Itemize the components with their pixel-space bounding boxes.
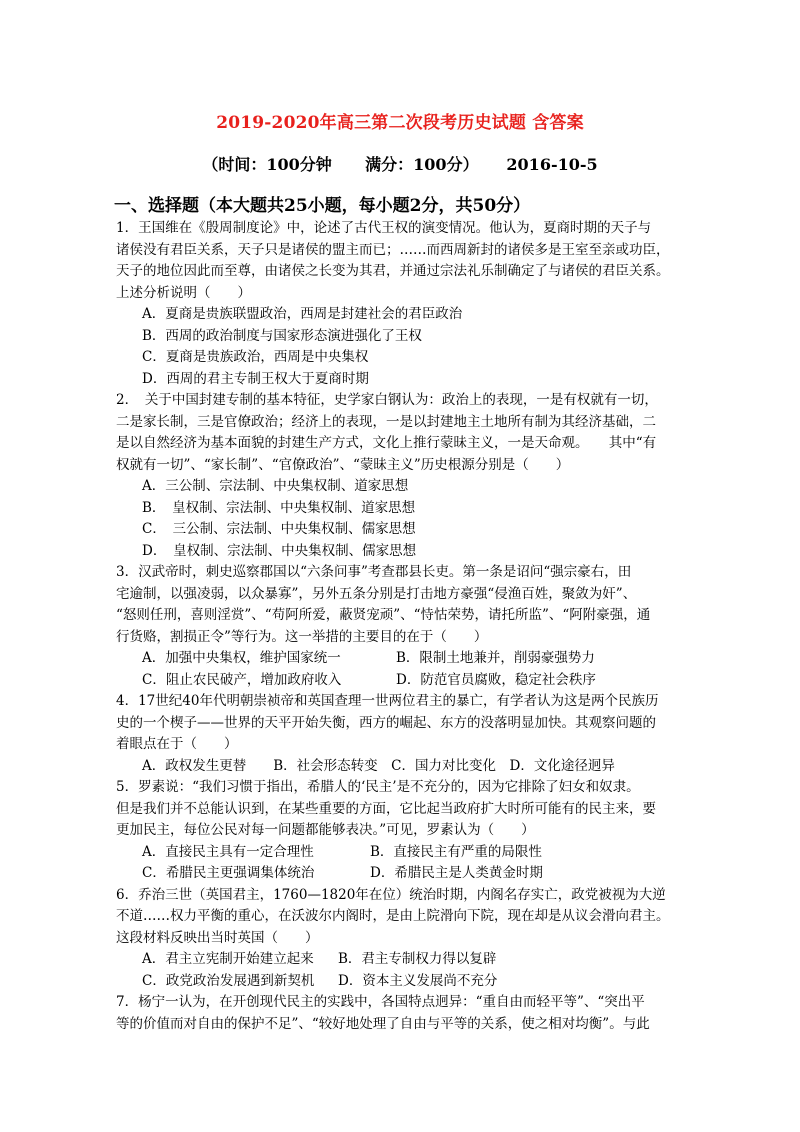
answer-option-a: A．直接民主具有一定合理性 (142, 843, 314, 860)
question-line: 行货赂，割损正令”等行为。这一举措的主要目的在于（ ） (116, 628, 488, 645)
answer-option-b: B．君主专制权力得以复辟 (338, 951, 497, 967)
answer-option-c: C．政党政治发展遇到新契机 (142, 972, 315, 989)
question-line: 7．杨宁一认为，在开创现代民主的实践中，各国特点迥异：“重自由而轻平等”、“突出平 (116, 994, 645, 1010)
answer-option-b: B．限制土地兼并，削弱豪强势力 (396, 650, 595, 666)
answer-option-row (116, 670, 692, 692)
answer-option-row (116, 842, 692, 864)
question-line: 着眼点在于（ ） (116, 736, 238, 752)
answer-option-d: D． 皇权制、宗法制、中央集权制、儒家思想 (142, 542, 417, 559)
answer-option-d: D．希腊民主是人类黄金时期 (370, 865, 543, 881)
question-5 (116, 777, 692, 885)
answer-option-d: D．西周的君主专制王权大于夏商时期 (142, 370, 369, 387)
answer-option-d: D．防范官员腐败，稳定社会秩序 (396, 671, 596, 688)
question-line: 2． 关于中国封建专制的基本特征，史学家白钢认为：政治上的表现，一是有权就有一切， (116, 392, 658, 408)
exam-subtitle: （时间：100分钟 满分：100分） 2016-10-5 (202, 155, 598, 174)
answer-option-d: D．资本主义发展尚不充分 (338, 972, 498, 989)
answer-options-inline: A．政权发生更替 B．社会形态转变 C．国力对比变化 D．文化途径迥异 (142, 757, 615, 774)
answer-option-a: A．加强中央集权，维护国家统一 (142, 650, 341, 666)
answer-option-b: B． 皇权制、宗法制、中央集权制、道家思想 (142, 499, 416, 516)
question-line: 是以自然经济为基本面貌的封建生产方式，文化上推行蒙昧主义，一是天命观。 其中“有 (116, 435, 657, 451)
exam-title: 2019-2020年高三第二次段考历史试题 含答案 (216, 113, 584, 133)
question-6 (116, 885, 692, 993)
question-line: 6．乔治三世（英国君主，1760—1820年在位）统治时期，内阁名存实亡，政党被视为大逆 (116, 886, 666, 903)
answer-option-row (116, 949, 692, 971)
questions-content (116, 218, 692, 1035)
answer-option-row (116, 648, 692, 670)
question-line: 更加民主，每位公民对每一问题都能够表决。”可见，罗素认为（ ） (116, 822, 535, 838)
question-7 (116, 992, 692, 1035)
question-line: 3．汉武帝时，刺史巡察郡国以“六条问事”考查郡县长吏。第一条是诏问“强宗豪右，田 (116, 564, 632, 580)
question-line: 权就有一切”、“家长制”、“官僚政治”、“蒙昧主义”历史根源分别是（ ） (116, 456, 570, 473)
question-line: 等的价值而对自由的保护不足”、“较好地处理了自由与平等的关系，使之相对均衡”。与此 (116, 1015, 650, 1032)
question-line: 不道……权力平衡的重心，在沃波尔内阁时，是由上院滑向下院，现在却是从议会滑向君主。 (116, 908, 670, 924)
question-line: 1．王国维在《殷周制度论》中，论述了古代王权的演变情况。他认为，夏商时期的天子与 (116, 220, 652, 236)
question-2 (116, 390, 692, 562)
answer-option-c: C．阻止农民破产，增加政府收入 (142, 671, 342, 688)
question-1 (116, 218, 692, 390)
answer-option-row (116, 863, 692, 885)
question-line: 5．罗素说：“我们习惯于指出，希腊人的‘民主’是不充分的，因为它排除了妇女和奴隶。 (116, 779, 640, 795)
answer-option-c: C．希腊民主更强调集体统治 (142, 865, 315, 881)
question-3 (116, 562, 692, 691)
question-line: 但是我们并不总能认识到，在某些重要的方面，它比起当政府扩大时所可能有的民主来，要 (116, 800, 656, 817)
section-heading: 一、选择题（本大题共25小题，每小题2分，共50分） (114, 196, 531, 216)
question-line: 宅逾制，以强凌弱，以众暴寡”，另外五条分别是打击地方豪强“侵渔百姓，聚敛为奸”、 (116, 585, 637, 602)
question-line: 诸侯没有君臣关系，天子只是诸侯的盟主而已；……而西周新封的诸侯多是王室至亲或功臣， (116, 241, 670, 258)
answer-option-a: A．君主立宪制开始建立起来 (142, 951, 314, 967)
question-line: “怒则任刑，喜则淫赏”、“苟阿所爱，蔽贤宠顽”、“恃怙荣势，请托所监”、“阿附豪强，通 (116, 607, 651, 623)
answer-option-c: C．夏商是贵族政治，西周是中央集权 (142, 349, 369, 365)
question-line: 4．17世纪40年代明朝崇祯帝和英国查理一世两位君主的暴亡，有学者认为这是两个民族历 (116, 693, 659, 709)
question-line: 上述分析说明（ ） (116, 284, 251, 301)
question-line: 天子的地位因此而至尊，由诸侯之长变为其君，并通过宗法礼乐制确定了与诸侯的君臣关系。 (116, 263, 670, 279)
answer-option-a: A．三公制、宗法制、中央集权制、道家思想 (142, 478, 409, 494)
answer-option-b: B．直接民主有严重的局限性 (370, 843, 542, 860)
question-4 (116, 691, 692, 777)
answer-option-b: B．西周的政治制度与国家形态演进强化了王权 (142, 327, 422, 344)
answer-option-a: A．夏商是贵族联盟政治，西周是封建社会的君臣政治 (142, 306, 463, 322)
question-line: 史的一个楔子——世界的天平开始失衡，西方的崛起、东方的没落明显加快。其观察问题的 (116, 714, 656, 731)
answer-option-c: C． 三公制、宗法制、中央集权制、儒家思想 (142, 521, 416, 537)
question-line: 这段材料反映出当时英国（ ） (116, 929, 319, 946)
question-line: 二是家长制，三是官僚政治；经济上的表现，一是以封建地主土地所有制为其经济基础，二 (116, 413, 656, 430)
answer-option-row (116, 971, 692, 993)
